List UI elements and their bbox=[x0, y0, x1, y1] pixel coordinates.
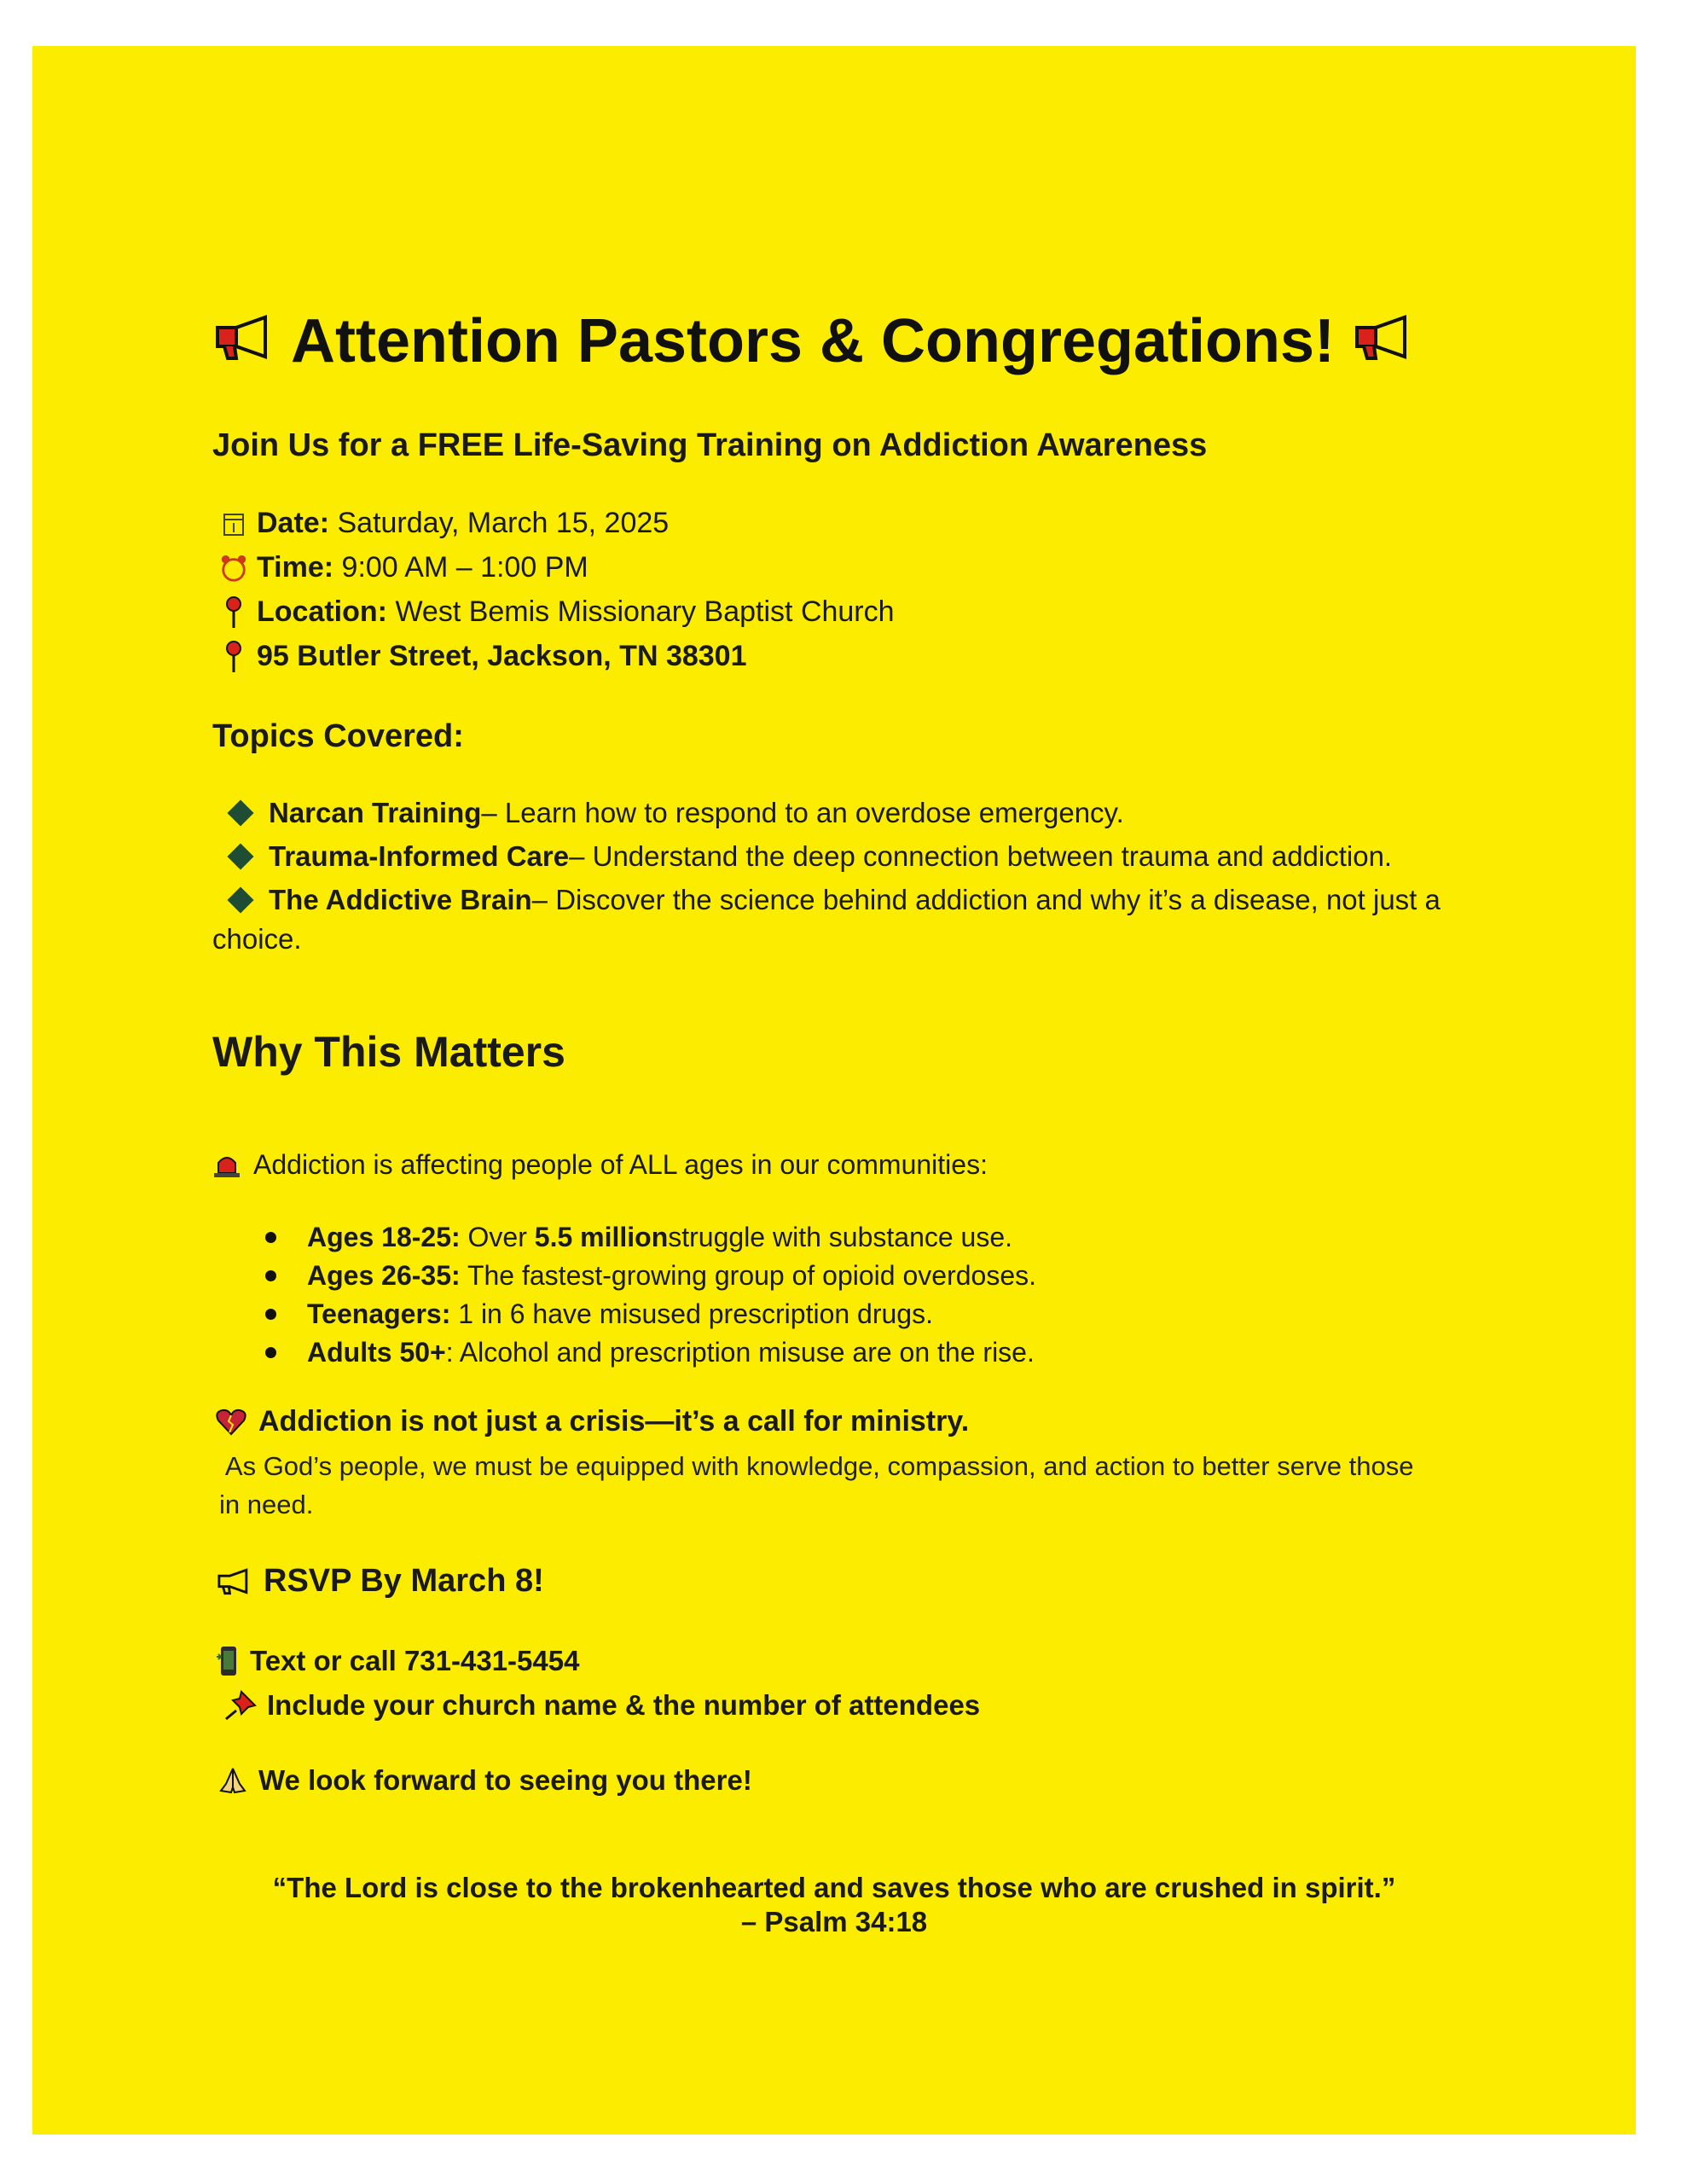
page-title bbox=[212, 306, 1430, 376]
round-pushpin-icon bbox=[219, 596, 248, 629]
bullet-text: 1 in 6 have misused prescription drugs. bbox=[450, 1298, 933, 1329]
time-label: Time: bbox=[257, 551, 334, 584]
topic-item bbox=[221, 884, 1441, 916]
scripture-quote: “The Lord is close to the brokenhearted and saves those who are crushed in spirit.” bbox=[272, 1872, 1396, 1903]
bullet-dot bbox=[265, 1232, 276, 1243]
address-text: 95 Butler Street, Jackson, TN 38301 bbox=[257, 640, 747, 672]
megaphone-icon bbox=[216, 1568, 252, 1595]
include-line bbox=[224, 1689, 980, 1722]
alarm-clock-icon bbox=[219, 553, 248, 584]
date-row bbox=[219, 507, 669, 540]
list-item bbox=[265, 1222, 1012, 1253]
topic-item bbox=[221, 840, 1392, 873]
flyer-sheet bbox=[32, 46, 1636, 2135]
list-item bbox=[265, 1337, 1035, 1368]
subtitle: Join Us for a FREE Life-Saving Training on Addiction Awareness bbox=[212, 427, 1208, 463]
topic-continuation: choice. bbox=[212, 923, 302, 955]
why-intro-text: Addiction is affecting people of ALL ages in our communities: bbox=[253, 1149, 988, 1180]
diamond-bullet-icon bbox=[227, 843, 253, 869]
bullet-text: : Alcohol and prescription misuse are on the rise. bbox=[445, 1337, 1035, 1368]
rsvp-heading-text: RSVP By March 8! bbox=[264, 1563, 544, 1599]
list-item bbox=[265, 1260, 1036, 1292]
diamond-bullet-icon bbox=[227, 799, 253, 826]
time-value: 9:00 AM – 1:00 PM bbox=[341, 551, 588, 584]
contact-text: Text or call 731-431-5454 bbox=[250, 1645, 580, 1676]
topic-desc: – Learn how to respond to an overdose emergency. bbox=[481, 797, 1124, 828]
calendar-icon bbox=[219, 511, 248, 537]
closing-line bbox=[217, 1764, 752, 1797]
bullet-dot bbox=[265, 1347, 276, 1358]
location-label: Location: bbox=[257, 595, 387, 628]
ministry-callout bbox=[216, 1405, 969, 1438]
bullet-dot bbox=[265, 1270, 276, 1281]
why-intro bbox=[212, 1149, 988, 1181]
list-item bbox=[265, 1298, 933, 1330]
topic-name: Trauma-Informed Care bbox=[269, 840, 570, 872]
pushpin-icon bbox=[224, 1690, 257, 1721]
bullet-dot bbox=[265, 1309, 276, 1320]
megaphone-icon bbox=[212, 306, 274, 376]
contact-line bbox=[216, 1645, 579, 1677]
address-row bbox=[219, 640, 747, 673]
round-pushpin-icon bbox=[219, 641, 248, 673]
date-value: Saturday, March 15, 2025 bbox=[337, 507, 670, 539]
bullet-label: Teenagers: bbox=[307, 1298, 451, 1329]
rsvp-heading bbox=[216, 1563, 544, 1600]
location-value: West Bemis Missionary Baptist Church bbox=[395, 595, 895, 628]
topic-item bbox=[221, 797, 1124, 829]
police-light-icon bbox=[212, 1153, 241, 1178]
why-heading: Why This Matters bbox=[212, 1028, 565, 1076]
paragraph-line: As God’s people, we must be equipped with knowledge, compassion, and action to better serve those bbox=[219, 1451, 1414, 1481]
topic-name: Narcan Training bbox=[269, 797, 482, 828]
closing-text: We look forward to seeing you there! bbox=[258, 1764, 752, 1796]
bullet-text: Over bbox=[460, 1222, 535, 1252]
scripture-citation: – Psalm 34:18 bbox=[740, 1906, 928, 1937]
time-row bbox=[219, 551, 588, 584]
diamond-bullet-icon bbox=[227, 886, 253, 913]
title-text: Attention Pastors & Congregations! bbox=[291, 307, 1336, 375]
location-row bbox=[219, 595, 895, 629]
include-text: Include your church name & the number of attendees bbox=[267, 1689, 981, 1721]
bullet-text: struggle with substance use. bbox=[668, 1222, 1013, 1252]
topic-desc: – Discover the science behind addiction and why it’s a disease, not just a bbox=[531, 884, 1441, 915]
topic-name: The Addictive Brain bbox=[269, 884, 532, 915]
praying-hands-icon bbox=[217, 1765, 248, 1796]
bullet-highlight: 5.5 million bbox=[534, 1222, 669, 1252]
callout-text: Addiction is not just a crisis—it’s a call for ministry. bbox=[258, 1405, 970, 1438]
bullet-label: Adults 50+ bbox=[307, 1337, 446, 1368]
megaphone-icon bbox=[1352, 306, 1413, 376]
bullet-label: Ages 26-35: bbox=[307, 1260, 461, 1291]
bullet-label: Ages 18-25: bbox=[307, 1222, 461, 1252]
broken-heart-icon bbox=[216, 1409, 246, 1436]
topic-desc: – Understand the deep connection between trauma and addiction. bbox=[569, 840, 1393, 872]
mobile-phone-icon bbox=[216, 1645, 240, 1677]
paragraph-line: in need. bbox=[219, 1490, 314, 1519]
bullet-text: The fastest-growing group of opioid overdoses. bbox=[460, 1260, 1036, 1291]
date-label: Date: bbox=[257, 507, 330, 539]
topics-heading: Topics Covered: bbox=[212, 718, 464, 754]
